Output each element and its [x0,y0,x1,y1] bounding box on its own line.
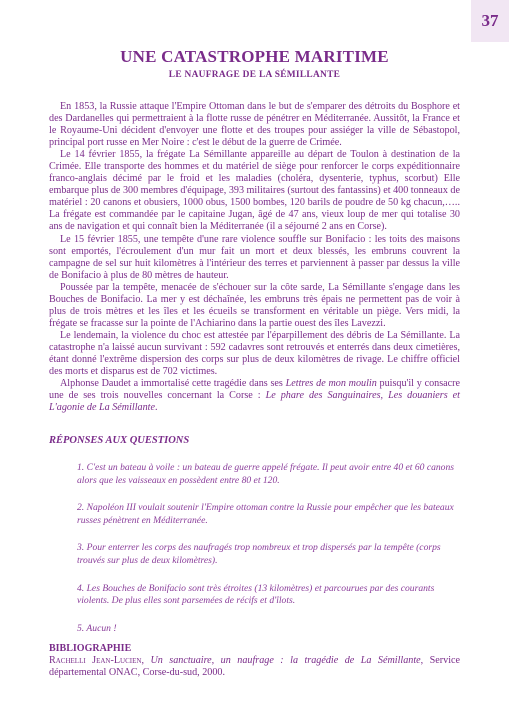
bibliography-work: Un sanctuaire, un naufrage : la tragédie de La Sémillante [150,655,421,666]
text-run: . [154,402,158,414]
text-run: Alphonse Daudet a immortalisé cette tragédie dans ses [60,378,286,390]
paragraph: Poussée par la tempête, menacée de s'échouer sur la côte sarde, La Sémillante s'engage dans les Bouches de Bonifacio. La mer y est déchaînée, les embruns très épais ne permettent pas de voir à plus de trois mètres et les îles et les écueils se transforment en véritable un piège. Vers midi, la frégate se fracasse sur la pointe de l'Achiarino dans la partie ouest des îles Lavezzi. [49,281,460,329]
paragraph: Le lendemain, la violence du choc est attestée par l'éparpillement des débris de La Sémillante. La catastrophe n'a laissé aucun survivant : 592 cadavres sont retrouvés et enterrés dans deux cimetières, étant donné l'extrême dispersion des corps sur plus de deux kilomètres de rivage. Le chiffre officiel des morts et disparus est de 702 victimes. [49,329,460,378]
bibliography-entry [49,655,460,679]
paragraph: Le 14 février 1855, la frégate La Sémillante appareille au départ de Toulon à destination de la Crimée. Elle transporte des hommes et du matériel de siège pour renforcer le corps expéditionnaire franco-anglais décimé par le froid et les maladies (choléra, dysenterie, typhus, scorbut) Elle embarque plus de 300 membres d'équipage, 393 militaires (surtout des fantassins) et 400 tonneaux de matériel : 20 canons et obusiers, 1000 obus, 1500 bombes, 120 barils de poudre de 50 kg chacun,….. La frégate est commandée par le capitaine Jugan, âgé de 47 ans, vieux loup de mer qui totalise 30 ans de navigation et qui connaît bien la Méditerranée (il a séjourné 2 ans en Corse). [49,149,460,233]
bibliography-author: Rachelli Jean-Lucien [49,655,142,666]
answers-list [77,462,461,650]
answer-item: 4. Les Bouches de Bonifacio sont très étroites (13 kilomètres) et parcourues par des courants violents. De plus elles sont parsemées de récifs et d'îlots. [77,582,435,607]
page-title: UNE CATASTROPHE MARITIME [120,47,389,66]
book-title: Lettres de mon moulin [285,378,377,390]
answer-item: 5. Aucun ! [77,622,117,634]
answers-heading: RÉPONSES AUX QUESTIONS [49,435,190,446]
page-subtitle: LE NAUFRAGE DE LA SÉMILLANTE [168,70,341,80]
paragraph: Le 15 février 1855, une tempête d'une rare violence souffle sur Bonifacio : les toits des maisons sont emportés, l'écroulement d'un mur fait un mort et deux blessés, les embruns couvrent la campagne de sel sur huit kilomètres à l'intérieur des terres et parviennent à passer par dessus la ville de Bonifacio à plus de 80 mètres de hauteur. [49,233,460,281]
paragraph: En 1853, la Russie attaque l'Empire Ottoman dans le but de s'emparer des détroits du Bosphore et des Dardanelles qui permettraient à la flotte russe de pénétrer en Méditerranée. Aussitôt, la France et le Royaume-Uni décident d'envoyer une flotte et des troupes pour assiéger la ville de Sébastopol, principal port russe en Mer Noire : c'est le début de la guerre de Crimée. [49,101,460,149]
text-run: , [141,655,151,666]
text-run: , Service départemental ONAC, Corse-du-sud, 2000. [49,655,461,679]
story-titles: Le phare des Sanguinaires, Les douaniers et L'agonie de La Sémillante [49,390,460,414]
page-number: 37 [471,0,509,42]
bibliography-heading: BIBLIOGRAPHIE [49,643,132,654]
paragraph [49,378,460,414]
text-run: puisqu'il y consacre une de ses trois nouvelles concernant la Corse : [49,378,460,402]
answer-item: 3. Pour enterrer les corps des naufragés trop nombreux et trop dispersés par la tempête (corps trouvés sur plus de deux kilomètres). [77,542,441,566]
answer-item: 1. C'est un bateau à voile : un bateau de guerre appelé frégate. Il peut avoir entre 40 et 60 canons alors que les vaisseaux en possèdent entre 80 et 120. [77,462,455,486]
article-body [49,101,460,414]
answer-item: 2. Napoléon III voulait soutenir l'Empire ottoman contre la Russie pour empêcher que les bateaux russes pénètrent en Méditerranée. [77,502,454,526]
